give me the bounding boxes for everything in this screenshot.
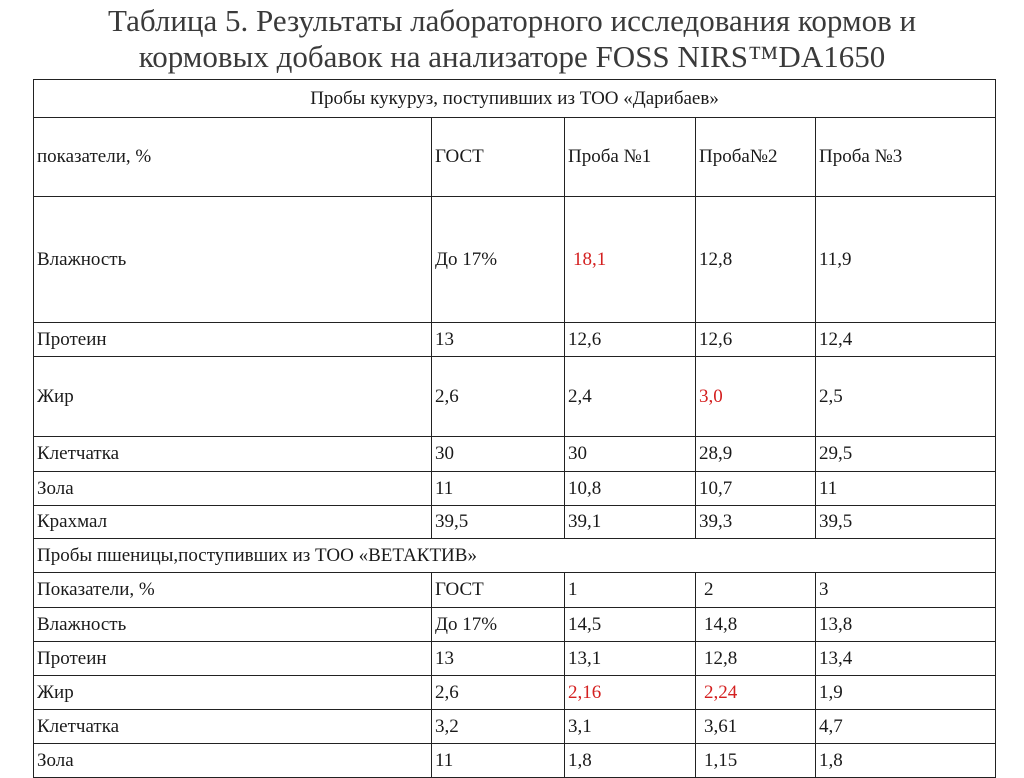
- sample-2-value: 2,24: [696, 676, 816, 710]
- indicator-name: Влажность: [34, 608, 432, 642]
- indicator-name: Влажность: [34, 197, 432, 323]
- sample-2-value: 3,0: [696, 357, 816, 437]
- sample-2-value: 28,9: [696, 437, 816, 472]
- sample-2-value: 10,7: [696, 472, 816, 506]
- table-row: [34, 357, 996, 437]
- gost-value: 39,5: [432, 506, 565, 539]
- sample-3-value: 13,8: [816, 608, 996, 642]
- sample-3-value: 11,9: [816, 197, 996, 323]
- indicator-name: Крахмал: [34, 506, 432, 539]
- table-row: [34, 197, 996, 323]
- gost-value: 2,6: [432, 357, 565, 437]
- table-row: [34, 608, 996, 642]
- table-row: [34, 744, 996, 778]
- table-row: [34, 437, 996, 472]
- sample-1-value: 12,6: [565, 323, 696, 357]
- header-sample-3: Проба №3: [816, 118, 996, 197]
- header-sample-1: 1: [565, 573, 696, 608]
- title-line-2: кормовых добавок на анализаторе FOSS NIRS™DA1650: [138, 39, 886, 74]
- indicator-name: Клетчатка: [34, 710, 432, 744]
- indicator-name: Протеин: [34, 323, 432, 357]
- gost-value: 30: [432, 437, 565, 472]
- sample-3-value: 29,5: [816, 437, 996, 472]
- sample-3-value: 2,5: [816, 357, 996, 437]
- sample-3-value: 4,7: [816, 710, 996, 744]
- indicator-name: Клетчатка: [34, 437, 432, 472]
- sample-1-value: 30: [565, 437, 696, 472]
- table-row: [34, 472, 996, 506]
- indicator-name: Жир: [34, 676, 432, 710]
- sample-1-value: 10,8: [565, 472, 696, 506]
- sample-3-value: 13,4: [816, 642, 996, 676]
- sample-1-value: 14,5: [565, 608, 696, 642]
- sample-3-value: 1,8: [816, 744, 996, 778]
- section-2-heading: Пробы пшеницы,поступивших из ТОО «ВЕТАКТИВ»: [34, 539, 996, 573]
- sample-2-value: 3,61: [696, 710, 816, 744]
- sample-1-value: 39,1: [565, 506, 696, 539]
- sample-1-value: 3,1: [565, 710, 696, 744]
- gost-value: До 17%: [432, 197, 565, 323]
- sample-1-value: 18,1: [565, 197, 696, 323]
- sample-3-value: 12,4: [816, 323, 996, 357]
- indicator-name: Зола: [34, 472, 432, 506]
- header-gost: ГОСТ: [432, 573, 565, 608]
- sample-2-value: 12,8: [696, 642, 816, 676]
- indicator-name: Протеин: [34, 642, 432, 676]
- indicator-name: Жир: [34, 357, 432, 437]
- table-row: [34, 506, 996, 539]
- sample-2-value: 39,3: [696, 506, 816, 539]
- header-sample-2: 2: [696, 573, 816, 608]
- sample-1-value: 1,8: [565, 744, 696, 778]
- section-2-heading-row: [34, 539, 996, 573]
- header-indicator: Показатели, %: [34, 573, 432, 608]
- header-sample-3: 3: [816, 573, 996, 608]
- indicator-name: Зола: [34, 744, 432, 778]
- title-line-1: Таблица 5. Результаты лабораторного исследования кормов и: [107, 3, 917, 38]
- gost-value: До 17%: [432, 608, 565, 642]
- sample-2-value: 14,8: [696, 608, 816, 642]
- slide-title: [0, 0, 1024, 75]
- gost-value: 3,2: [432, 710, 565, 744]
- table-row: [34, 710, 996, 744]
- gost-value: 2,6: [432, 676, 565, 710]
- results-table: [33, 79, 996, 778]
- table-row: [34, 676, 996, 710]
- sample-1-value: 2,4: [565, 357, 696, 437]
- section-1-header-row: [34, 118, 996, 197]
- sample-1-value: 2,16: [565, 676, 696, 710]
- gost-value: 13: [432, 642, 565, 676]
- header-gost: ГОСТ: [432, 118, 565, 197]
- header-sample-1: Проба №1: [565, 118, 696, 197]
- header-indicator: показатели, %: [34, 118, 432, 197]
- sample-3-value: 1,9: [816, 676, 996, 710]
- section-2-header-row: [34, 573, 996, 608]
- sample-3-value: 39,5: [816, 506, 996, 539]
- section-1-heading: Пробы кукуруз, поступивших из ТОО «Дарибаев»: [34, 80, 996, 118]
- header-sample-2: Проба№2: [696, 118, 816, 197]
- sample-1-value: 13,1: [565, 642, 696, 676]
- sample-3-value: 11: [816, 472, 996, 506]
- sample-2-value: 1,15: [696, 744, 816, 778]
- sample-2-value: 12,8: [696, 197, 816, 323]
- gost-value: 11: [432, 472, 565, 506]
- section-1-heading-row: [34, 80, 996, 118]
- sample-2-value: 12,6: [696, 323, 816, 357]
- gost-value: 13: [432, 323, 565, 357]
- table-row: [34, 323, 996, 357]
- table-row: [34, 642, 996, 676]
- gost-value: 11: [432, 744, 565, 778]
